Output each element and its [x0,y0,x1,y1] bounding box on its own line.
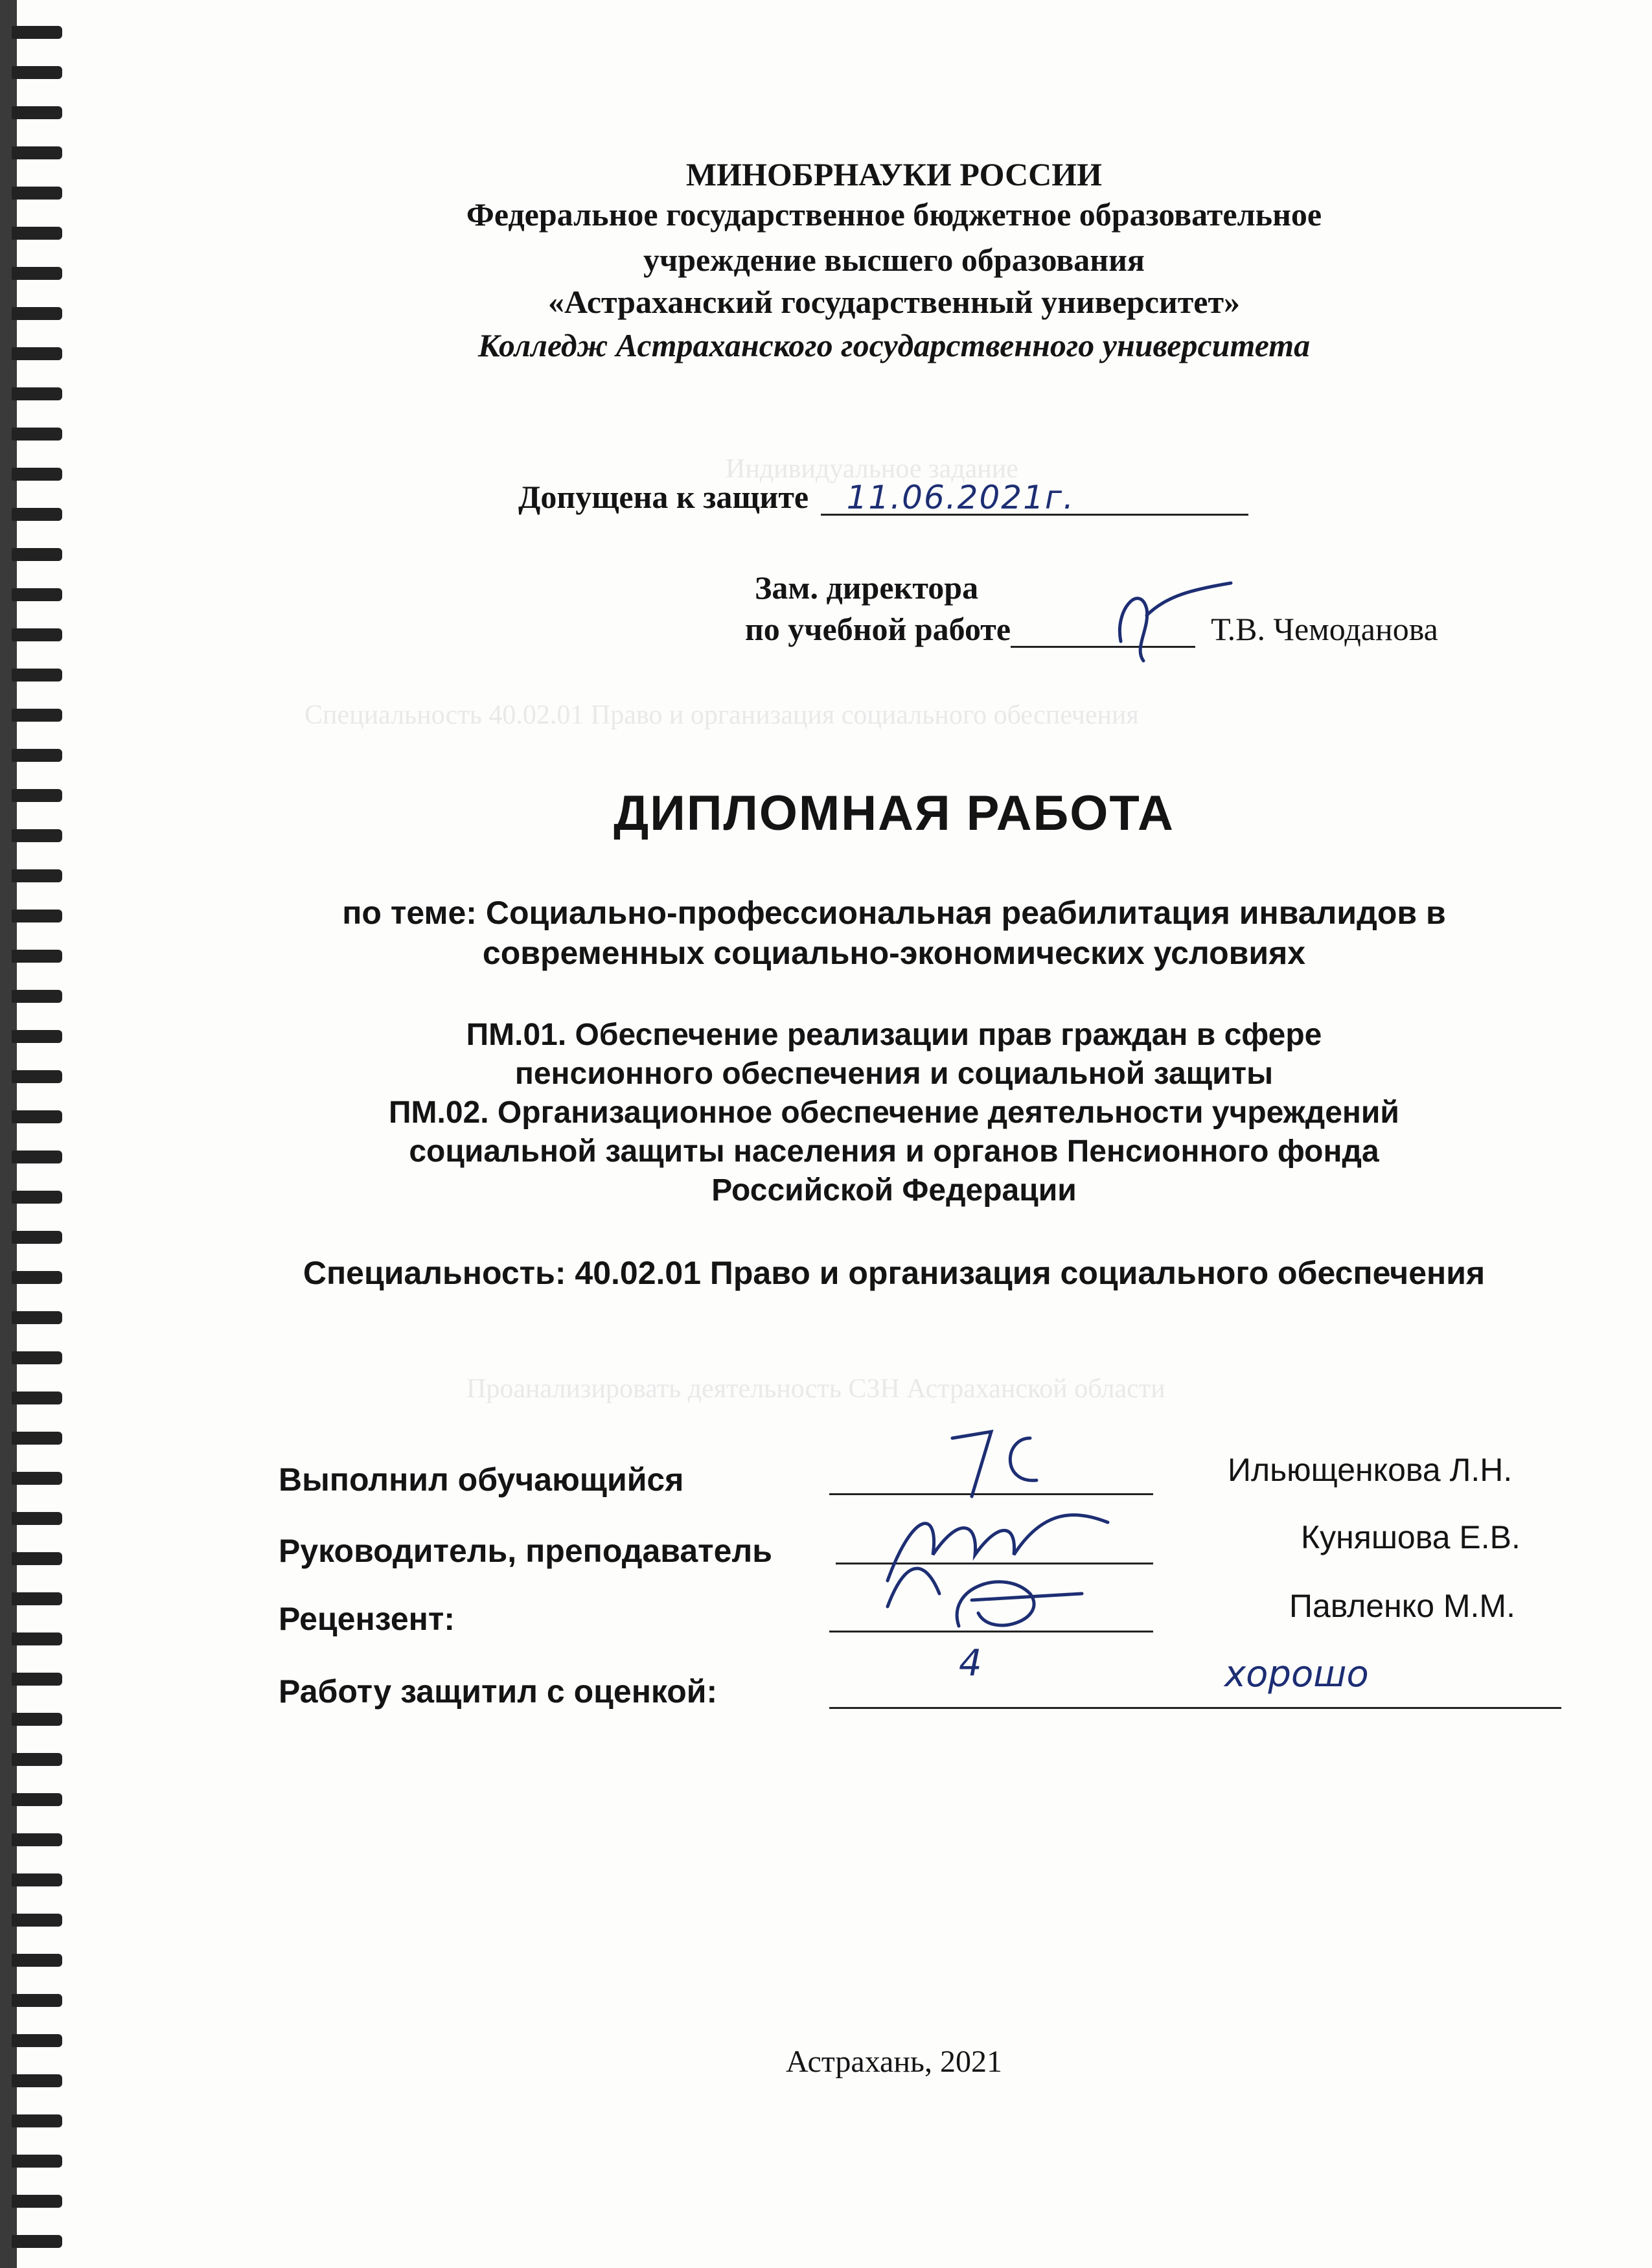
college-name: Колледж Астраханского государственного университета [477,327,1311,363]
binding-ring [12,628,62,641]
binding-ring [12,910,62,922]
binding-ring [12,1833,62,1846]
reviewer-signature [933,1555,1101,1652]
binding-ring [12,1311,62,1324]
admission-date-field [821,479,1248,516]
defense-label: Работу защитил с оценкой: [279,1673,718,1710]
binding-ring [12,1552,62,1565]
binding-ring [12,1030,62,1043]
topic-line-2: современных социально-экономических условиях [482,935,1306,971]
binding-ring [12,1793,62,1806]
binding-ring [12,1151,62,1163]
specialty-line: Специальность: 40.02.01 Право и организация социального обеспечения [303,1255,1486,1291]
binding-ring [12,1512,62,1525]
binding-ring [12,1673,62,1686]
deputy-title-text: по учебной работе [745,611,1011,647]
student-name: Ильющенкова Л.Н. [1228,1452,1513,1488]
document-title: ДИПЛОМНАЯ РАБОТА [614,786,1175,841]
binding-ring [12,1110,62,1123]
show-through-text: Проанализировать деятельность СЗН Астраханской области [466,1374,1165,1404]
binding-ring [12,1432,62,1445]
admission-label: Допущена к защите [518,479,809,515]
binding-ring [12,66,62,79]
binding-ring [12,669,62,682]
organization-line-2: учреждение высшего образования [643,242,1145,278]
grade-line [829,1707,1561,1709]
binding-ring [12,950,62,963]
binding-ring [12,829,62,842]
reviewer-name: Павленко М.М. [1289,1588,1515,1624]
spiral-binding [0,0,71,2268]
binding-ring [12,990,62,1003]
binding-ring [12,1873,62,1886]
module-line-2: пенсионного обеспечения и социальной защиты [514,1057,1274,1091]
binding-ring [12,2235,62,2248]
binding-ring [12,869,62,882]
binding-ring [12,387,62,400]
grade-handwritten: 4 [959,1642,982,1684]
deputy-name: Т.В. Чемоданова [1211,611,1438,647]
binding-ring [12,508,62,521]
topic-line-1: по теме: Социально-профессиональная реабилитация инвалидов в [342,895,1446,931]
binding-ring [12,1632,62,1645]
organization-line-1: Федеральное государственное бюджетное образовательное [466,196,1322,233]
reviewer-role: Рецензент: [279,1601,455,1637]
binding-ring [12,2114,62,2127]
show-through-text: Специальность 40.02.01 Право и организация социального обеспечения [304,700,1139,730]
binding-ring [12,2195,62,2208]
admission-line [518,478,1248,516]
binding-ring [12,1271,62,1284]
binding-ring [12,1191,62,1204]
admission-date: 11.06.2021г. [846,479,1075,516]
binding-ring [12,428,62,441]
grade-word-handwritten: хорошо [1224,1653,1369,1695]
binding-ring [12,2034,62,2047]
show-through-text: Индивидуальное задание [726,454,1018,484]
binding-ring [12,1472,62,1485]
binding-ring [12,187,62,200]
deputy-title-line-2 [745,610,1438,648]
binding-ring [12,468,62,481]
supervisor-role: Руководитель, преподаватель [279,1533,772,1569]
module-line-1: ПМ.01. Обеспечение реализации прав граждан в сфере [466,1018,1322,1052]
binding-ring [12,347,62,360]
university-name: «Астраханский государственный университет» [547,284,1241,320]
binding-ring [12,1954,62,1967]
binding-ring [12,1070,62,1083]
supervisor-name: Куняшова Е.В. [1301,1519,1520,1555]
binding-ring [12,1592,62,1605]
binding-ring [12,1914,62,1927]
binding-ring [12,307,62,320]
module-line-5: Российской Федерации [711,1173,1077,1208]
binding-ring [12,1753,62,1766]
binding-ring [12,2074,62,2087]
ministry-line: МИНОБРНАУКИ РОССИИ [685,156,1103,192]
module-line-4: социальной защиты населения и органов Пенсионного фонда [409,1134,1379,1169]
deputy-signature [1095,570,1244,667]
binding-ring [12,267,62,280]
binding-ring [12,588,62,601]
deputy-title-line-1: Зам. директора [755,569,979,606]
binding-ring [12,1994,62,2007]
module-line-3: ПМ.02. Организационное обеспечение деятельности учреждений [389,1095,1399,1130]
binding-ring [12,26,62,39]
binding-ring [12,548,62,561]
city-year: Астрахань, 2021 [786,2045,1002,2079]
binding-ring [12,1392,62,1404]
binding-ring [12,2155,62,2168]
binding-ring [12,146,62,159]
binding-ring [12,1351,62,1364]
binding-ring [12,789,62,802]
binding-ring [12,1231,62,1244]
binding-ring [12,1713,62,1726]
binding-strip [0,0,17,2268]
binding-ring [12,749,62,762]
binding-ring [12,106,62,119]
binding-ring [12,709,62,722]
student-role: Выполнил обучающийся [279,1461,684,1498]
binding-ring [12,227,62,240]
